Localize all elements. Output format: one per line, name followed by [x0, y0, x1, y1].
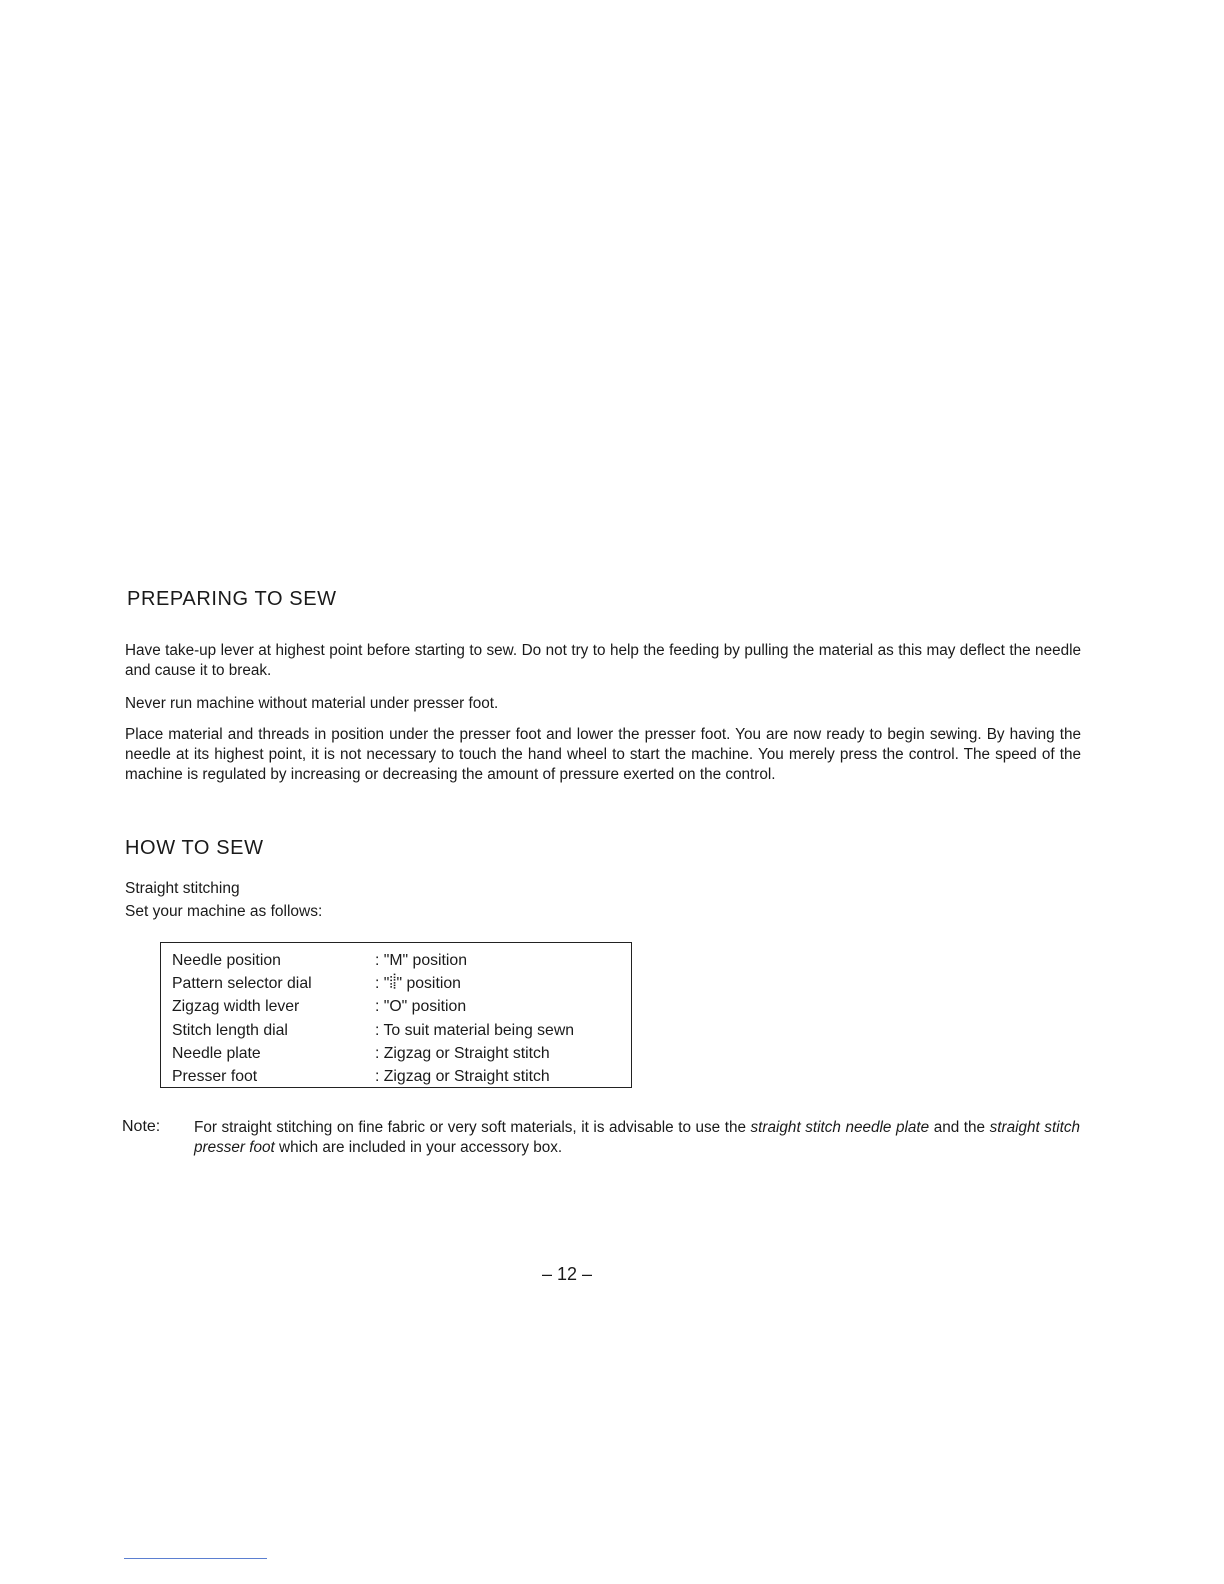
- settings-row: [161, 1065, 631, 1088]
- straight-stitching-subheading: Straight stitching: [125, 880, 240, 897]
- setting-label: Needle plate: [172, 1044, 261, 1062]
- setup-intro: Set your machine as follows:: [125, 903, 323, 920]
- preparing-paragraph-1: Have take-up lever at highest point before starting to sew. Do not try to help the feeding by pulling the material as this may deflect the needle and cause it to break.: [125, 642, 1081, 679]
- footer-divider: [124, 1558, 267, 1559]
- page-number: – 12 –: [541, 1264, 593, 1284]
- note-text-part-3: which are included in your accessory box.: [274, 1139, 563, 1156]
- setting-label: Presser foot: [172, 1067, 258, 1085]
- settings-row: [161, 1019, 631, 1042]
- settings-row: [161, 972, 631, 995]
- settings-row: [161, 1042, 631, 1065]
- setting-value: : "⦙⸽" position: [375, 975, 461, 993]
- setting-value: : "M" position: [375, 952, 467, 969]
- setting-value: : Zigzag or Straight stitch: [375, 1044, 550, 1062]
- settings-row: [161, 995, 631, 1018]
- note-text: [194, 1118, 1080, 1158]
- setting-value: : Zigzag or Straight stitch: [375, 1067, 550, 1085]
- setting-label: Pattern selector dial: [172, 975, 312, 993]
- preparing-paragraph-3: Place material and threads in position under the presser foot and lower the presser foot. You are now ready to begin sewing. By having the needle at its highest point, it is not necessary to touch the hand wheel to start the machine. You merely press the control. The speed of the machine is regulated by increasing or decreasing the amount of pressure exerted on the control.: [125, 726, 1081, 783]
- setting-label: Zigzag width lever: [172, 998, 300, 1016]
- preparing-paragraph-2: Never run machine without material under presser foot.: [125, 695, 499, 712]
- note-emphasis-presser-foot: straight stitch presser foot: [194, 1119, 1081, 1156]
- setting-value: : To suit material being sewn: [375, 1021, 575, 1039]
- note-text-part-1: For straight stitching on fine fabric or very soft materials, it is advisable to use the: [194, 1119, 751, 1136]
- machine-settings-table: [160, 942, 632, 1088]
- setting-value: : "O" position: [375, 998, 467, 1016]
- preparing-heading: PREPARING TO SEW: [127, 588, 337, 610]
- how-to-sew-heading: HOW TO SEW: [125, 837, 264, 859]
- settings-row: [161, 949, 631, 972]
- note-label: Note:: [122, 1118, 161, 1135]
- setting-label: Needle position: [172, 952, 281, 969]
- note-emphasis-needle-plate: straight stitch needle plate: [750, 1119, 930, 1136]
- note-text-part-2: and the: [929, 1119, 990, 1136]
- setting-label: Stitch length dial: [172, 1021, 288, 1039]
